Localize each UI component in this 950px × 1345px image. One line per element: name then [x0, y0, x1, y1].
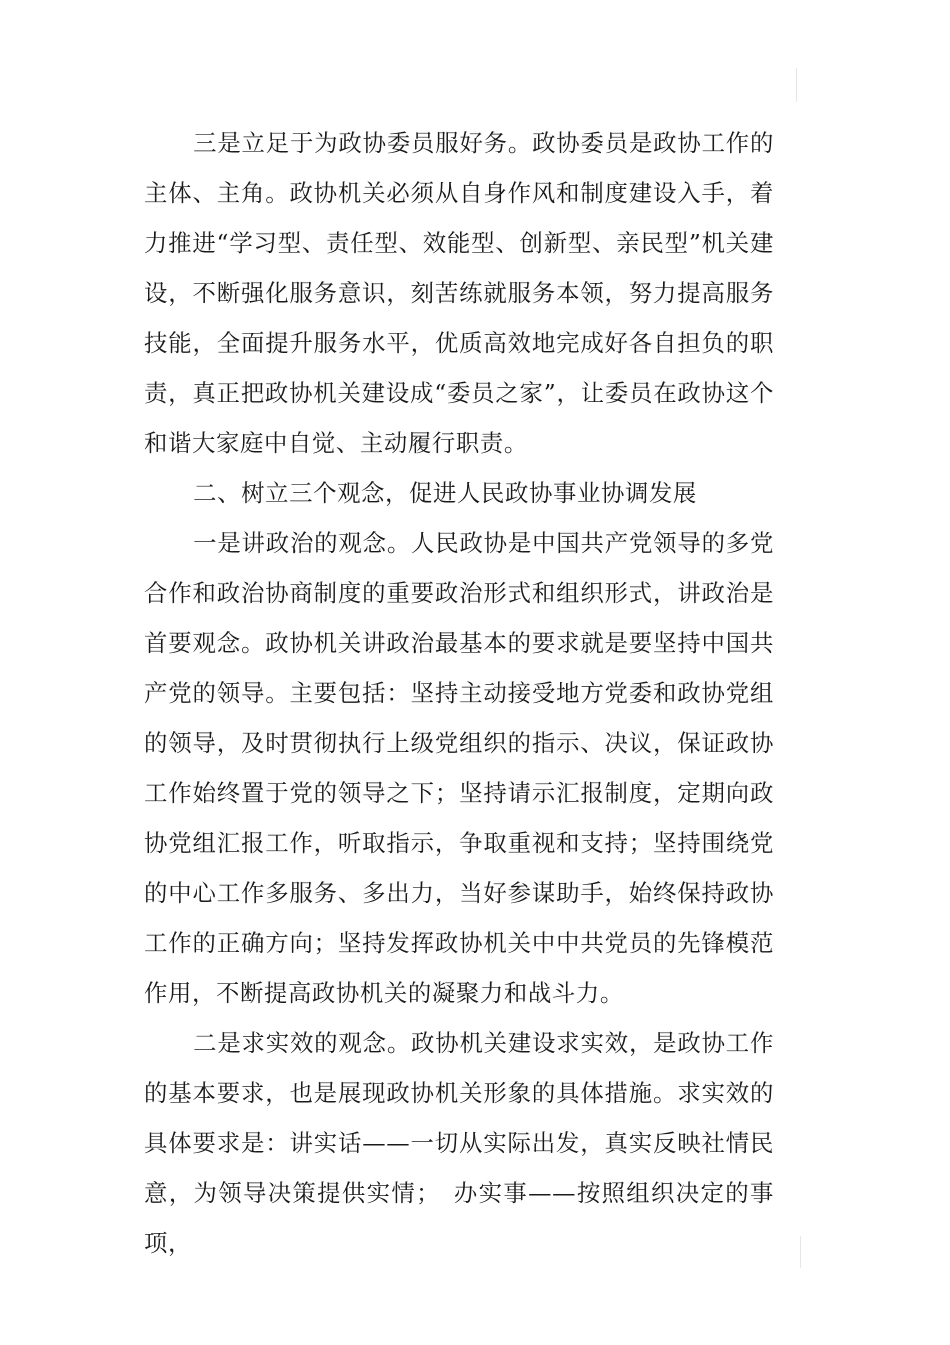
- paragraph-practical-results-concept: 二是求实效的观念。政协机关建设求实效，是政协工作的基本要求，也是展现政协机关形象的具体措施。求实效的具体要求是：讲实话——一切从实际出发，真实反映社情民意，为领导决策提供实情； 办实事——按照组织决定的事项，: [144, 1029, 774, 1257]
- paragraph-political-concept: 一是讲政治的观念。人民政协是中国共产党领导的多党合作和政治协商制度的重要政治形式和组织形式，讲政治是首要观念。政协机关讲政治最基本的要求就是要坚持中国共产党的领导。主要包括：坚持主动接受地方党委和政协党组的领导，及时贯彻执行上级党组织的指示、决议，保证政协工作始终置于党的领导之下；坚持请示汇报制度，定期向政协党组汇报工作，听取指示，争取重视和支持；坚持围绕党的中心工作多服务、多出力，当好参谋助手，始终保持政协工作的正确方向；坚持发挥政协机关中中共党员的先锋模范作用，不断提高政协机关的凝聚力和战斗力。: [144, 529, 774, 1007]
- paragraph-service-committee-members: 三是立足于为政协委员服好务。政协委员是政协工作的主体、主角。政协机关必须从自身作风和制度建设入手，着力推进“学习型、责任型、效能型、创新型、亲民型”机关建设，不断强化服务意识，刻苦练就服务本领，努力提高服务技能，全面提升服务水平，优质高效地完成好各自担负的职责，真正把政协机关建设成“委员之家”，让委员在政协这个和谐大家庭中自觉、主动履行职责。: [144, 129, 774, 457]
- section-heading-three-concepts: 二、树立三个观念，促进人民政协事业协调发展: [193, 479, 697, 507]
- page-edge-mark-bottom: [800, 1236, 801, 1268]
- page-edge-mark-top: [796, 68, 797, 102]
- document-body: [144, 118, 774, 1268]
